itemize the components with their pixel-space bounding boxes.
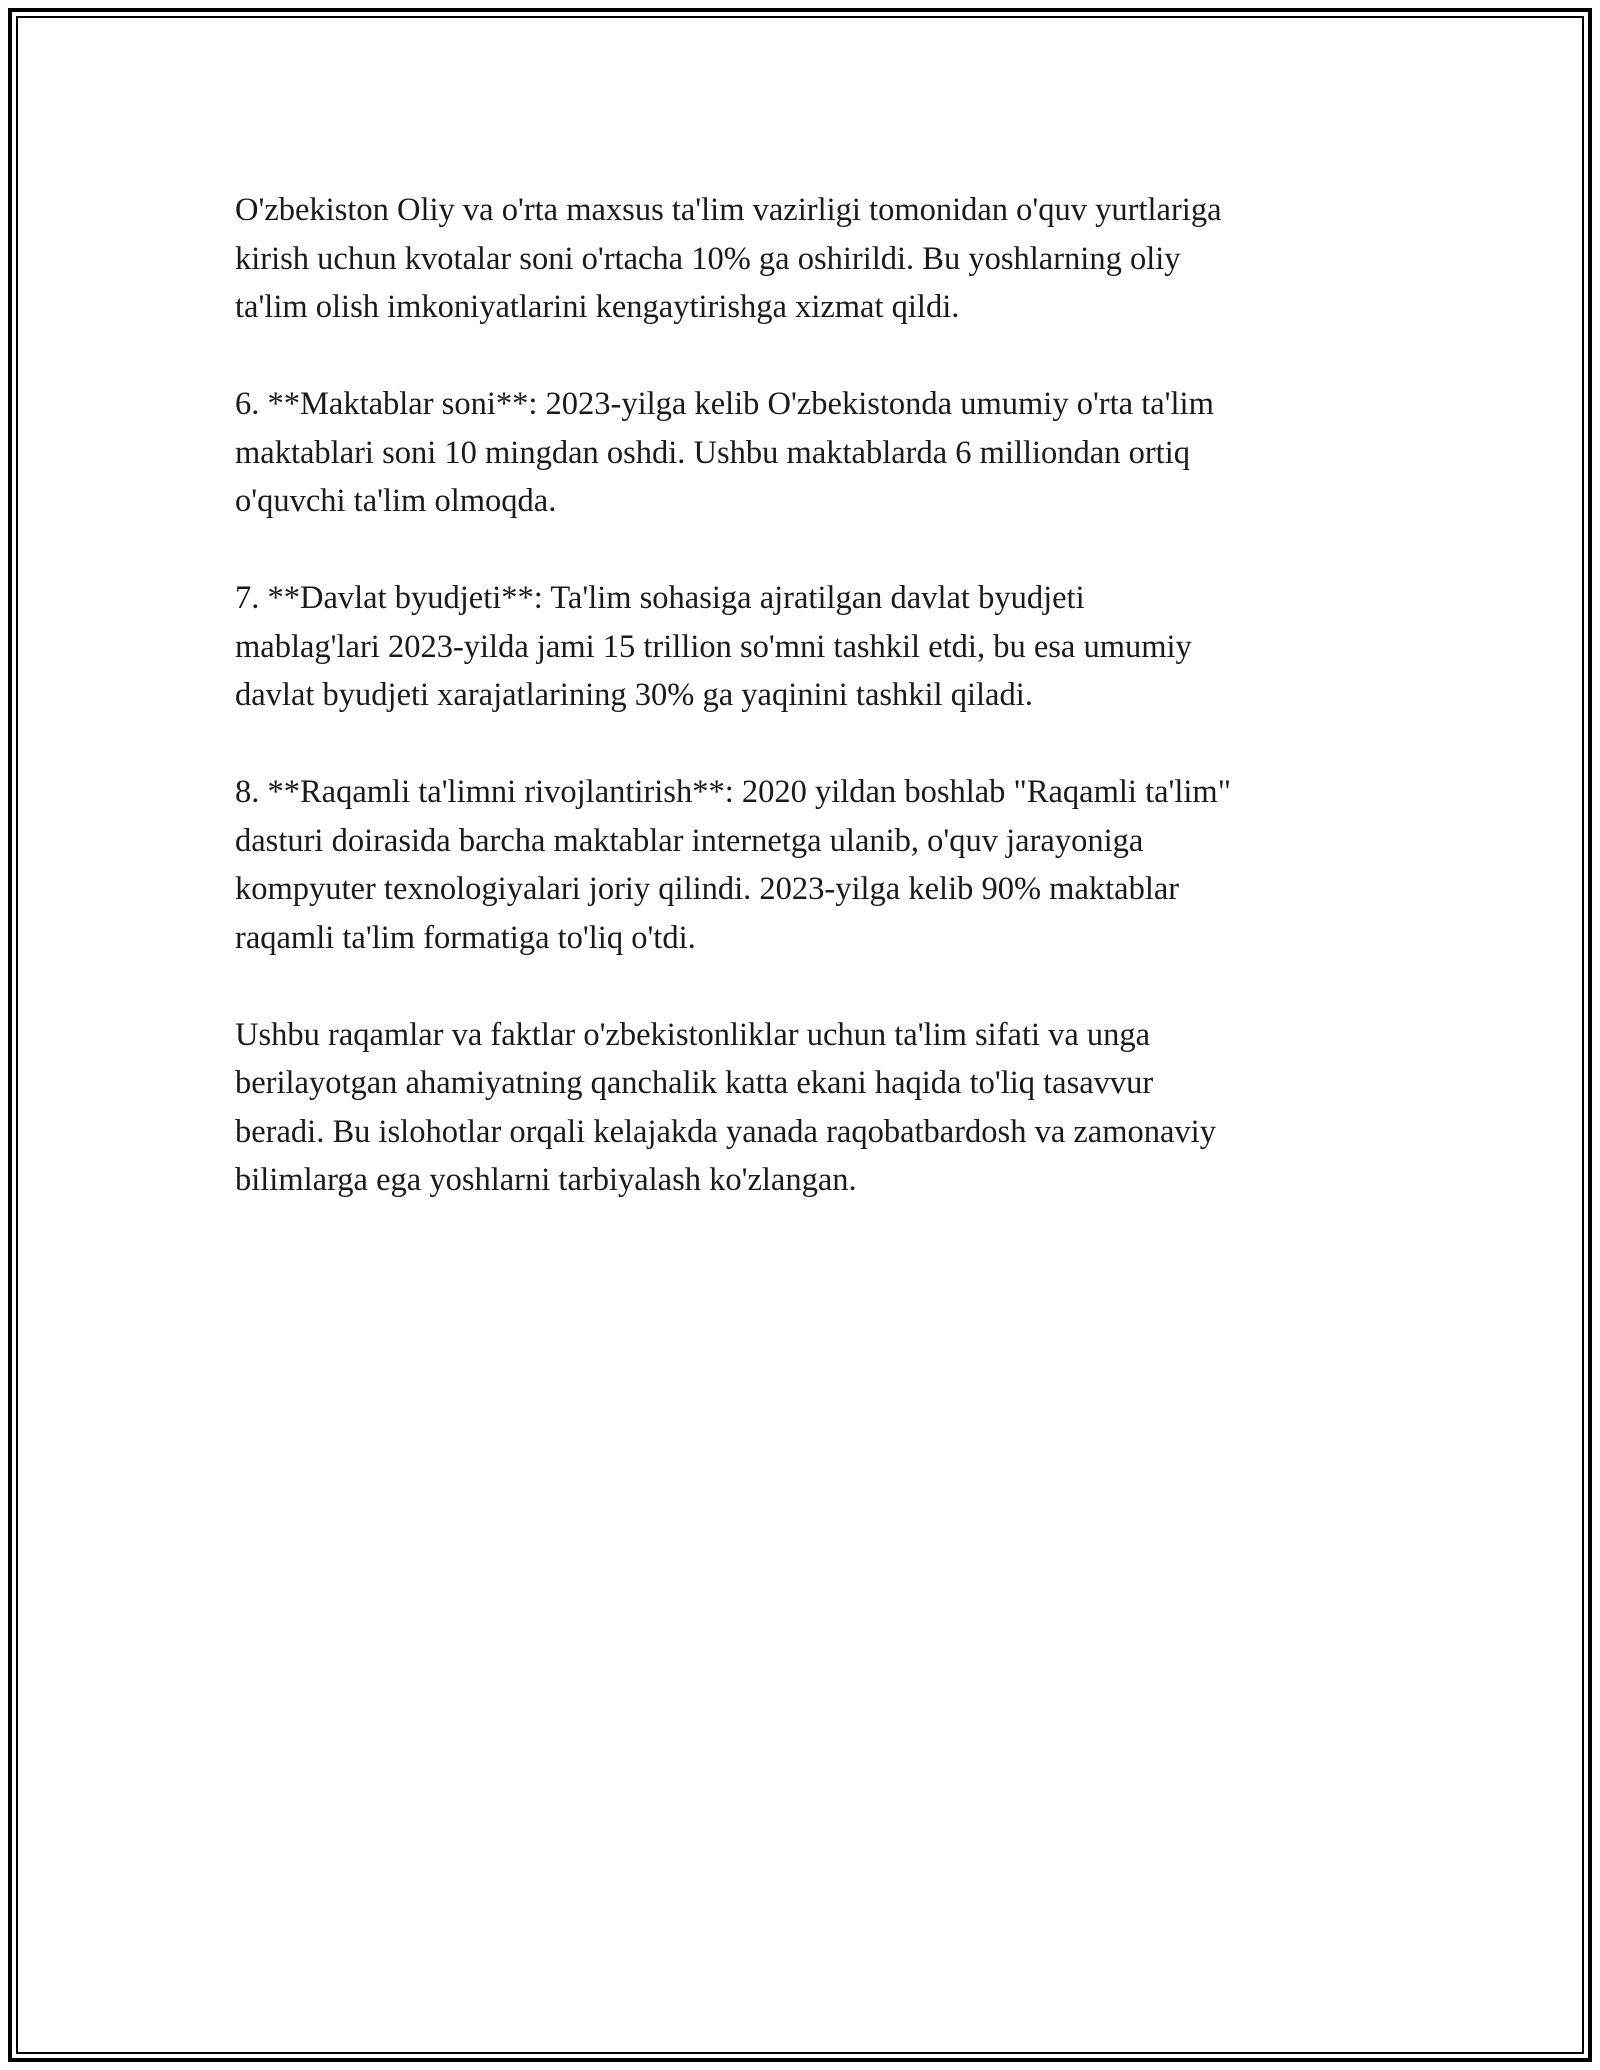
paragraph-conclusion: Ushbu raqamlar va faktlar o'zbekistonliklar uchun ta'lim sifati va unga berilayotgan ahamiyatning qanchalik katta ekani haqida to'liq tasavvur beradi. Bu islohotlar orqali kelajakda yanada raqobatbardosh va zamonaviy bilimlarga ega yoshlarni tarbiyalash ko'zlangan. <box>235 1016 1216 1198</box>
paragraph-school-count: 6. **Maktablar soni**: 2023-yilga kelib O'zbekistonda umumiy o'rta ta'lim maktablari soni 10 mingdan oshdi. Ushbu maktablarda 6 milliondan ortiq o'quvchi ta'lim olmoqda. <box>235 386 1214 519</box>
paragraph-digital-education: 8. **Raqamli ta'limni rivojlantirish**: 2020 yildan boshlab "Raqamli ta'lim" dasturi doirasida barcha maktablar internetga ulanib, o'quv jarayoniga kompyuter texnologiyalari joriy qilindi. 2023-yilga kelib 90% maktablar raqamli ta'lim formatiga to'liq o'tdi. <box>235 774 1231 956</box>
paragraph-state-budget: 7. **Davlat byudjeti**: Ta'lim sohasiga ajratilgan davlat byudjeti mablag'lari 2023-yilda jami 15 trillion so'mni tashkil etdi, bu esa umumiy davlat byudjeti xarajatlarining 30% ga yaqinini tashkil qiladi. <box>235 580 1192 713</box>
paragraph-quota-increase: O'zbekiston Oliy va o'rta maxsus ta'lim vazirligi tomonidan o'quv yurtlariga kirish uchun kvotalar soni o'rtacha 10% ga oshirildi. Bu yoshlarning oliy ta'lim olish imkoniyatlarini kengaytirishga xizmat qildi. <box>235 192 1222 325</box>
document-body <box>235 186 1375 1253</box>
